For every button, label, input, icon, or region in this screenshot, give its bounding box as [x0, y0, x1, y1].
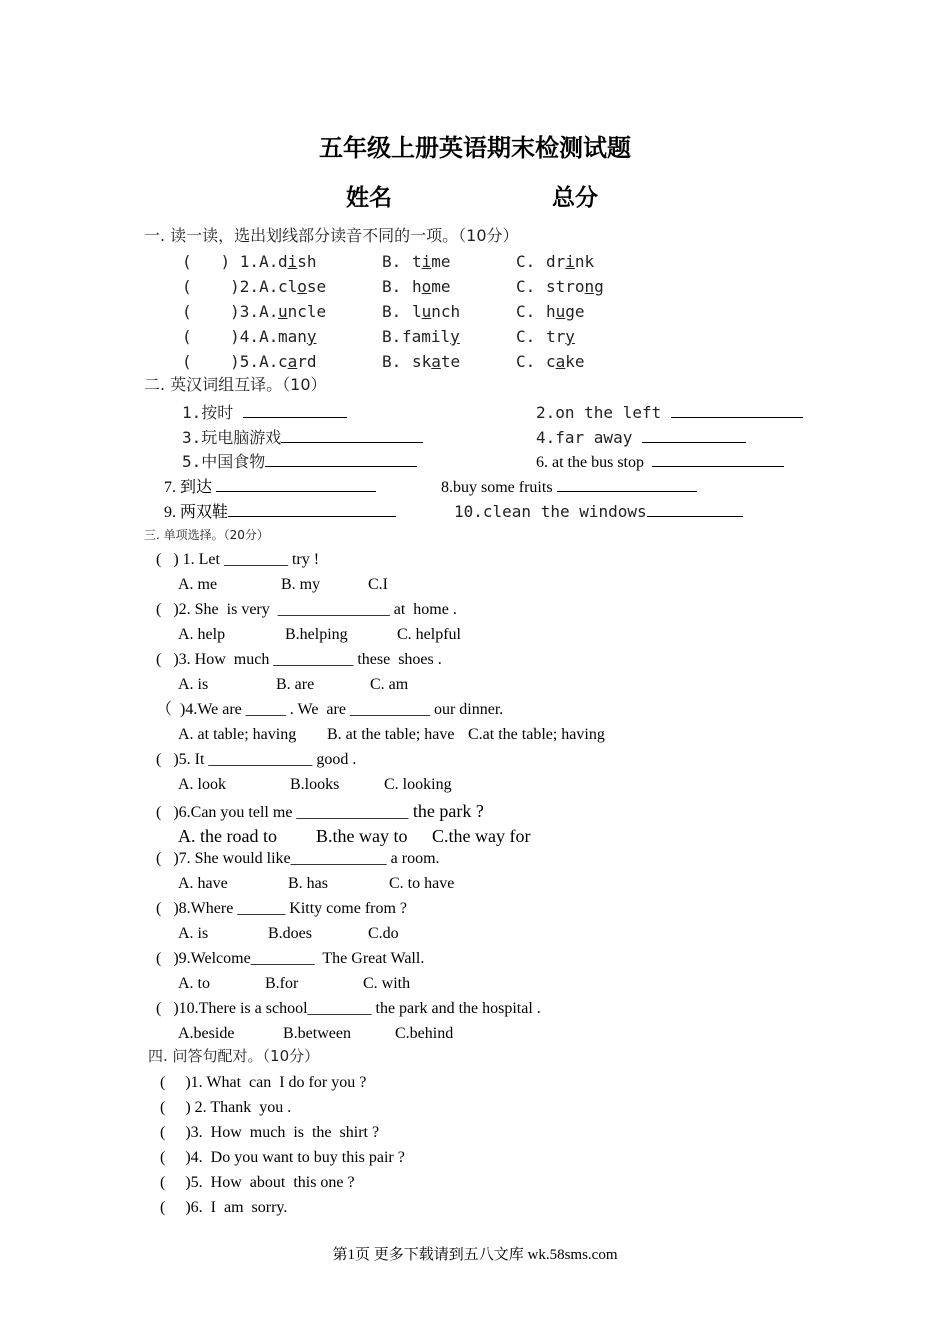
answer-option: B. at the table; have — [327, 726, 455, 743]
matching-question: ( )4. Do you want to buy this pair ? — [160, 1149, 405, 1166]
answer-option: B.the way to — [316, 826, 408, 846]
option-label: B. — [382, 327, 402, 346]
answer-option: B. are — [276, 676, 315, 693]
translation-item: 6. at the bus stop — [536, 452, 784, 471]
option-label: B. — [382, 352, 402, 371]
answer-option: C.I — [368, 576, 388, 593]
answer-option: C. to have — [389, 875, 455, 892]
option-label: B. — [382, 277, 402, 296]
question-text: ( )10.There is a school________ the park and the hospital . — [156, 1000, 541, 1017]
option-word: skate — [412, 352, 461, 371]
answer-option: B.for — [265, 975, 299, 992]
question-text: ( )5. It _____________ good . — [156, 751, 357, 768]
question-text: ( )2. She is very ______________ at home . — [156, 601, 457, 618]
question-text: （ )4.We are _____ . We are __________ our dinner. — [156, 701, 504, 718]
question-number: ( ) 1.A. — [182, 252, 279, 271]
answer-option: A. the road to — [178, 826, 277, 846]
option-word: drink — [546, 252, 595, 271]
answer-option: C.behind — [395, 1025, 454, 1042]
answer-option: B.between — [283, 1025, 351, 1042]
translation-item: 2.on the left — [536, 403, 803, 421]
question-text: ( )8.Where ______ Kitty come from ? — [156, 900, 408, 917]
translation-item: 10.clean the windows — [454, 502, 743, 520]
option-word: time — [412, 252, 451, 271]
option-word: lunch — [412, 302, 461, 321]
answer-option: A. have — [178, 875, 228, 892]
answer-option: A.beside — [178, 1025, 235, 1042]
option-label: C. — [516, 252, 536, 271]
section2-heading: 二. 英汉词组互译。（10） — [144, 375, 327, 394]
translation-item: 7. 到达 — [164, 477, 376, 496]
matching-question: ( ) 2. Thank you . — [160, 1099, 292, 1116]
answer-option: A. to — [178, 975, 210, 992]
option-label: B. — [382, 302, 402, 321]
page-title: 五年级上册英语期末检测试题 — [319, 133, 631, 162]
matching-question: ( )6. I am sorry. — [160, 1199, 288, 1216]
option-word: huge — [546, 302, 585, 321]
section1-heading: 一. 读一读，选出划线部分读音不同的一项。（10分） — [144, 226, 519, 245]
answer-option: B.helping — [285, 626, 348, 643]
answer-option: C. looking — [384, 776, 452, 793]
answer-option: A. is — [178, 676, 209, 693]
answer-option: B. my — [281, 576, 321, 593]
question-number: ( )2.A. — [182, 277, 279, 296]
option-word: dish — [278, 252, 317, 271]
answer-option: C. with — [363, 975, 411, 992]
section4-heading: 四. 问答句配对。（10分） — [148, 1047, 320, 1065]
translation-item: 8.buy some fruits — [441, 477, 697, 496]
question-number: ( )3.A. — [182, 302, 279, 321]
option-word: close — [278, 277, 327, 296]
option-word: home — [412, 277, 451, 296]
option-label: B. — [382, 252, 402, 271]
matching-question: ( )3. How much is the shirt ? — [160, 1124, 380, 1141]
score-label: 总分 — [552, 184, 598, 211]
question-text: ( )6.Can you tell me ______________ the park ? — [156, 801, 484, 821]
option-word: strong — [546, 277, 604, 296]
name-label: 姓名 — [346, 184, 392, 211]
question-number: ( )4.A. — [182, 327, 279, 346]
option-label: C. — [516, 277, 536, 296]
option-label: C. — [516, 352, 536, 371]
option-word: try — [546, 327, 575, 346]
translation-item: 5.中国食物 — [182, 452, 417, 470]
answer-option: C.do — [368, 925, 399, 942]
answer-option: B.looks — [290, 776, 340, 793]
matching-question: ( )5. How about this one ? — [160, 1174, 355, 1191]
answer-option: A. at table; having — [178, 726, 297, 743]
answer-option: A. look — [178, 776, 226, 793]
question-text: ( )9.Welcome________ The Great Wall. — [156, 950, 425, 967]
answer-option: C. am — [370, 676, 409, 693]
question-number: ( )5.A. — [182, 352, 279, 371]
answer-option: A. is — [178, 925, 209, 942]
answer-option: B.does — [268, 925, 312, 942]
answer-option: A. me — [178, 576, 218, 593]
answer-option: A. help — [178, 626, 226, 643]
question-text: ( )3. How much __________ these shoes . — [156, 651, 442, 668]
page-footer: 第1页 更多下载请到五八文库 wk.58sms.com — [332, 1247, 618, 1263]
translation-item: 1.按时 — [182, 403, 347, 421]
option-word: uncle — [278, 302, 327, 321]
answer-option: C.at the table; having — [468, 726, 605, 743]
option-label: C. — [516, 327, 536, 346]
translation-item: 4.far away — [536, 428, 746, 446]
matching-question: ( )1. What can I do for you ? — [160, 1074, 367, 1091]
question-text: ( ) 1. Let ________ try ! — [156, 551, 320, 568]
option-word: family — [402, 327, 460, 346]
option-label: C. — [516, 302, 536, 321]
option-word: card — [278, 352, 317, 371]
translation-item: 3.玩电脑游戏 — [182, 428, 423, 446]
question-text: ( )7. She would like____________ a room. — [156, 850, 440, 867]
translation-item: 9. 两双鞋 — [164, 502, 396, 521]
option-word: many — [278, 327, 317, 346]
answer-option: C.the way for — [432, 826, 531, 846]
answer-option: B. has — [288, 875, 328, 892]
section3-heading: 三. 单项选择。（20分） — [144, 528, 269, 542]
answer-option: C. helpful — [397, 626, 461, 643]
option-word: cake — [546, 352, 585, 371]
